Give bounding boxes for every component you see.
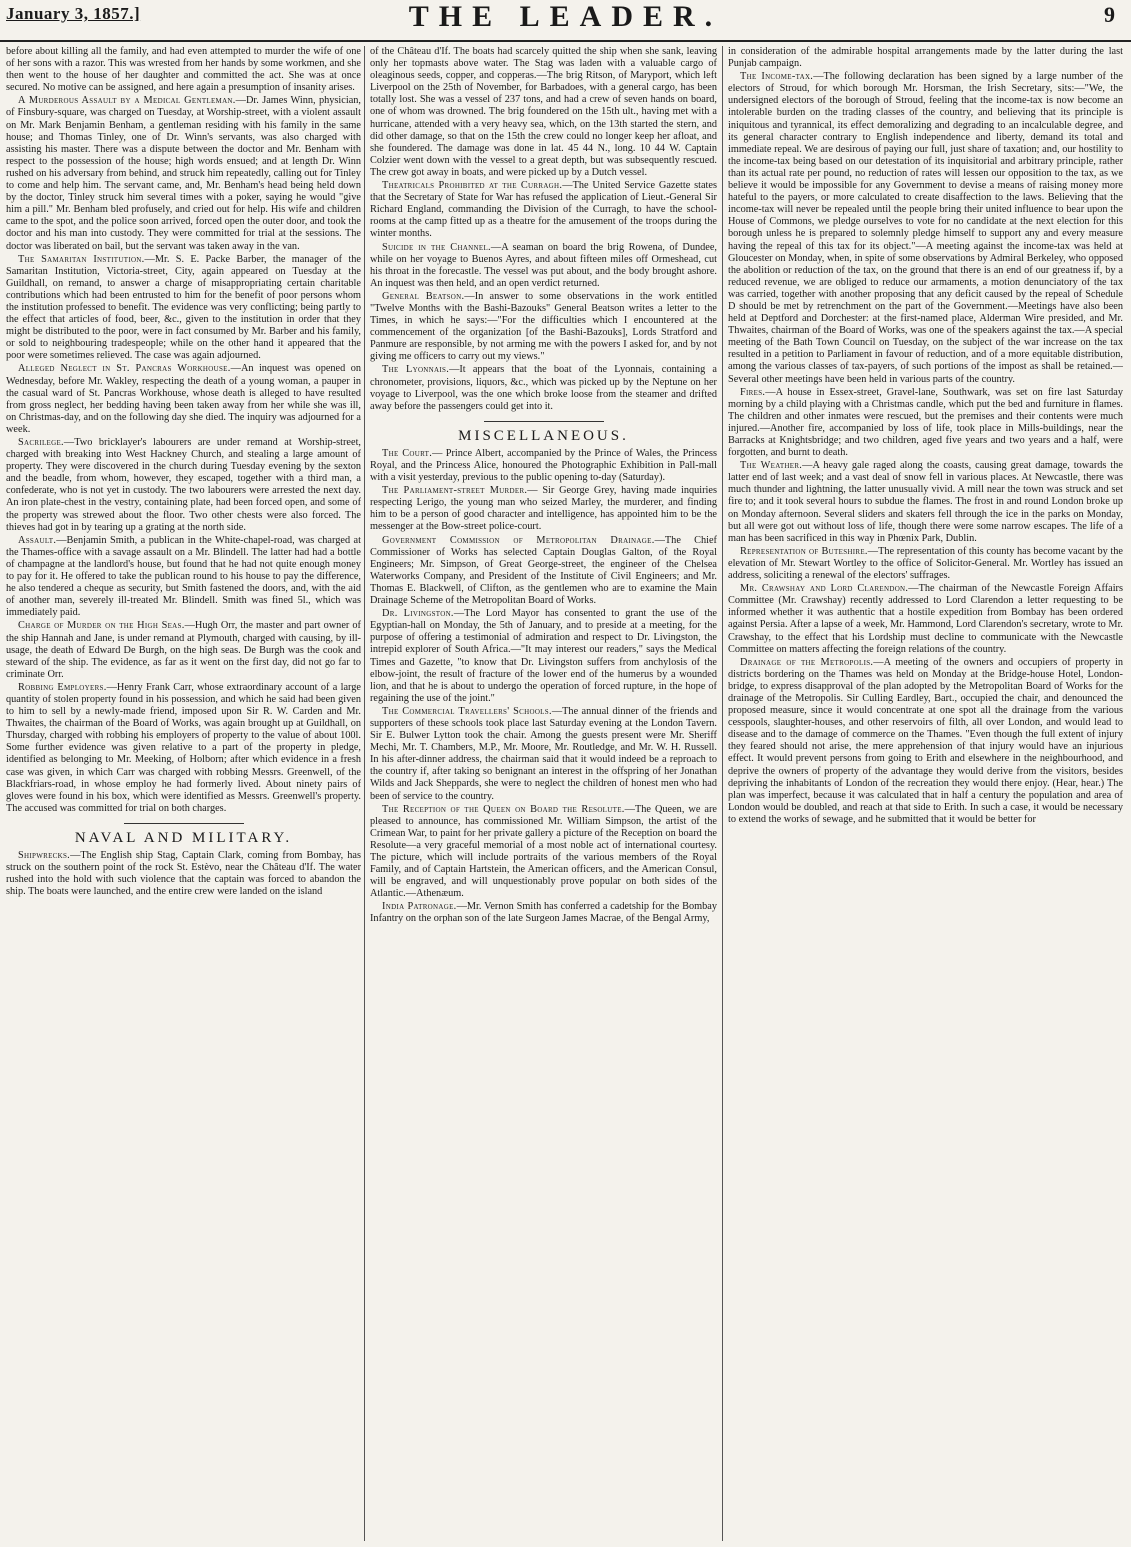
column-2	[370, 46, 717, 1541]
article-paragraph	[6, 46, 361, 94]
article-headline: Sacrilege.	[18, 437, 64, 448]
article-paragraph	[370, 535, 717, 608]
article-paragraph	[370, 804, 717, 901]
article-headline: Robbing Employers.	[18, 681, 107, 693]
article-headline: Suicide in the Channel.	[382, 241, 491, 253]
article-paragraph	[6, 620, 361, 680]
article-headline: The Income-tax.	[740, 71, 814, 83]
column-divider-left	[364, 46, 365, 1541]
article-body: —In answer to some observations in the work entitled "Twelve Months with the Bashi-Bazouks" General Beatson writes a letter to the Times, in which he says:—"For the difficulties which I encountered at the commencement of the organization [of the Bashi-Bazouks], Lords Stratford and Panmure are responsible, by not arming me with the powers I asked for, and by not giving me officers to carry out my views."	[370, 290, 717, 363]
masthead-rule	[0, 40, 1131, 42]
article-paragraph	[728, 387, 1123, 460]
page-number: 9	[1104, 2, 1115, 27]
article-body: of the Château d'If. The boats had scarcely quitted the ship when she sank, leaving only her topmasts above water. The Stag was laden with a valuable cargo of oleaginous seeds, copper, and copperas.—The brig Ritson, of Maryport, which left Liverpool on the 25th of November, for Barbadoes, with a general cargo, has been totally lost. She was a vessel of 237 tons, and had a crew of seven hands on board, one of whom was drowned. The brig foundered on the 15th ult., having met with a hurricane, attended with a very heavy sea, which, on the 13th started the stern, and did other damage, so that on the 15th the crew could no longer keep her afloat, and she foundered. The damage was done in lat. 45 44 N., long. 10 44 W. Captain Colzier went down with the vessel to a great depth, but was subsequently rescued. The crew got away in boats, and were picked up by a Dutch vessel.	[370, 46, 717, 178]
article-body: — Prince Albert, accompanied by the Prince of Wales, the Princess Royal, and the Princess Alice, honoured the Photographic Exhibition in Pall-mall with a visit yesterday, previous to the public opening to-day (Saturday).	[370, 447, 717, 484]
masthead	[0, 0, 1131, 40]
article-body: — Sir George Grey, having made inquiries respecting Lerigo, the young man who seized Marley, the murderer, and finding him to be a person of good character and intelligence, has appointed him to be the messenger at the Bow-street police-court.	[370, 485, 717, 533]
article-paragraph	[6, 254, 361, 363]
article-body: —A meeting of the owners and occupiers of property in districts bordering on the Thames was held on Monday at the Bridge-house Hotel, London-bridge, to express disapproval of the plan adopted by the Metropolitan Board of Works for the drainage of the Metropolis. Sir Culling Eardley, Bart., occupied the chair, and denounced the proposed measure, since it would concentrate at one spot all the drainage from the various cesspools, slaughter-houses, and other reservoirs of filth, all over London, and would lead to disease and to the damage of commerce on the Thames. "Even though the full extent of injury they feared should not arise, the mere apprehension of that injury would have an injurious effect. It would prevent persons from going to Erith and elsewhere in the neighbourhood, and deprive the owners of property of the advantage they would derive from the visitors, besides depriving the inhabitants of London of the recreation they would there enjoy. (Hear, hear.) The plan was imperfect, because it was calculated that in half a century the population and area of London would be doubled, and reach at that side to Erith. In such a case, it would be necessary to extend the works of sewage, and he submitted that it would be better for	[728, 656, 1123, 825]
article-headline: Alleged Neglect in St. Pancras Workhouse.	[18, 363, 231, 375]
article-headline: General Beatson.	[382, 290, 465, 302]
article-body: before about killing all the family, and had even attempted to murder the wife of one of her sons with a razor. This was wrested from her hands by some workmen, and she then went to the house of her daughter and committed the act. She was at once secured. No motive can be assigned, and here again a presumption of insanity arises.	[6, 46, 361, 94]
article-paragraph	[6, 850, 361, 898]
article-paragraph	[370, 46, 717, 179]
article-paragraph	[370, 901, 717, 925]
article-body: in consideration of the admirable hospital arrangements made by the latter during the last Punjab campaign.	[728, 46, 1123, 70]
article-paragraph	[728, 546, 1123, 582]
section-heading: NAVAL AND MILITARY.	[74, 829, 293, 846]
article-body: —The chairman of the Newcastle Foreign Affairs Committee (Mr. Crawshay) recently addressed to Lord Clarendon a letter requesting to be informed whether it was authentic that a hostile expedition from Bombay has been ordered against Persia. After a lapse of a week, Mr. Hammond, Lord Clarendon's secretary, wrote to Mr. Crawshay, to the effect that his Lordship must decline to communicate with the Newcastle Committee on matters affecting the foreign relations of the country.	[728, 583, 1123, 655]
article-body: —A house in Essex-street, Gravel-lane, Southwark, was set on fire last Saturday morning by a child playing with a Christmas candle, which put the bed and furniture in flames. The children and other inmates were rescued, but the premises and their contents were much injured.—Another fire, accompanied by loss of life, took place in Mills-buildings, near the Barracks at Knightsbridge; and two children, aged five years and two years and a half, were forgotten, and burnt to death.	[728, 386, 1123, 459]
article-body: —A heavy gale raged along the coasts, causing great damage, towards the latter end of last week; and a vast deal of snow fell in various places. At Newcastle, there was much thunder and lightning, the latter unusually vivid. A mill near the town was struck and set fire to; and it took several hours to subdue the flames. The frost in and round London broke up on Monday afternoon. Several sliders and skaters fell through the ice in the parks on Monday, but all were got out without loss of life, though there were some narrow escapes. The life of a man has been sacrificed in this way in Phœnix Park, Dublin.	[728, 460, 1123, 544]
article-paragraph	[728, 71, 1123, 385]
article-paragraph	[728, 657, 1123, 826]
section-rule	[124, 823, 244, 824]
article-headline: Representation of Buteshire.	[740, 545, 868, 557]
article-body: —The United Service Gazette states that the Secretary of State for War has refused the application of Lieut.-General Sir Richard England, commanding the Division of the Curragh, to have the school-rooms at the camp fitted up as a theatre for the amusement of the troops during the winter months.	[370, 180, 717, 240]
column-3	[728, 46, 1123, 1541]
article-headline: A Murderous Assault by a Medical Gentleman.	[18, 95, 236, 107]
article-headline: The Parliament-street Murder.	[382, 485, 528, 497]
article-paragraph	[6, 437, 361, 534]
article-paragraph	[370, 291, 717, 364]
article-headline: India Patronage.	[382, 901, 457, 913]
article-headline: The Weather.	[740, 460, 803, 472]
article-paragraph	[6, 363, 361, 436]
article-headline: Fires.	[740, 386, 766, 398]
article-body: —Mr. S. E. Packe Barber, the manager of the Samaritan Institution, Victoria-street, City, again appeared on Tuesday at the Guildhall, on remand, to answer a charge of misappropriating certain charitable contributions which had been entrusted to him for the benefit of poor persons whom the institution professed to benefit. The evidence was very conflicting; being partly to the effect that articles of food, beer, &c., given to the institution in order that they might be distributed to the poor, were in fact consumed by Mr. Barber and his family, or sold to neighbouring tradespeople; while on the other hand it appeared that the poor were sometimes relieved. The case was again adjourned.	[6, 253, 361, 362]
article-headline: The Samaritan Institution.	[18, 253, 145, 265]
article-body: —Two bricklayer's labourers are under remand at Worship-street, charged with breaking into West Hackney Church, and stealing a large amount of property. They were discovered in the church during Tuesday evening by the sexton and the beadle, from whom, however, they escaped, together with a third man, a confederate, who is not yet in custody. The two labourers were arrested the next day. An iron plate-chest in the vestry, containing plate, had been forced open, and some of the property was strewed about the floor. Two other chests were also forced. The thieves had got in by tearing up a grating at the north side.	[6, 437, 361, 533]
article-body: —The English ship Stag, Captain Clark, coming from Bombay, has struck on the southern point of the rock St. Estèvo, near the Château d'If. The water rushed into the hold with such violence that the captain was forced to abandon the ship. The boats were launched, and the entire crew were landed on the island	[6, 850, 361, 898]
article-body: —The Lord Mayor has consented to grant the use of the Egyptian-hall on Monday, the 5th of January, and to preside at a meeting, for the purpose of offering a testimonial of admiration and respect to Dr. Livingston, the intrepid explorer of South Africa.—"It may interest our readers," says the Medical Times and Gazette, "to know that Dr. Livingston suffers from anchylosis of the elbow-joint, the result of fracture of the lower end of the humerus by a wounded lion, and that he is about to undergo the operation of forced rupture, in the hope of regaining the use of the joint."	[370, 608, 717, 704]
article-paragraph	[6, 95, 361, 252]
article-headline: The Lyonnais.	[382, 364, 450, 376]
article-paragraph	[370, 608, 717, 705]
article-body: —The Queen, we are pleased to announce, has commissioned Mr. William Simpson, the artist of the Crimean War, to paint for her private gallery a picture of the Reception on board the Resolute—a very graceful memorial of a most noble act of international courtesy. The picture, which will include portraits of the various members of the Royal Family, and of Captain Hartstein, the American officers, and the American Consul, will be engraved, and will unquestionably prove popular on both sides of the Atlantic.—Athenæum.	[370, 803, 717, 900]
article-headline: The Commercial Travellers' Schools.	[382, 705, 552, 717]
article-headline: The Court.	[382, 447, 433, 459]
article-paragraph	[370, 364, 717, 412]
article-body: —An inquest was opened on Wednesday, before Mr. Wakley, respecting the death of a young woman, a pauper in the casual ward of St. Pancras Workhouse, whose death is alleged to have resulted from gross neglect, her bedding having been taken away from her while she was ill, on Christmas-day, and on the following day she died. The inquiry was adjourned for a week.	[6, 363, 361, 435]
article-body: —The Chief Commissioner of Works has selected Captain Douglas Galton, of the Royal Engineers; Mr. Simpson, of Great George-street, the engineer of the Chelsea Waterworks Company, and President of the Institute of Civil Engineers; and Mr. Thomas E. Blackwell, of Clifton, as the gentlemen who are to examine the Main Drainage Scheme of the Metropolitan Board of Works.	[370, 534, 717, 607]
article-paragraph	[370, 448, 717, 484]
article-headline: The Reception of the Queen on Board the Resolute.	[382, 803, 625, 815]
article-body: —Mr. Vernon Smith has conferred a cadetship for the Bombay Infantry on the orphan son of the late Surgeon James Macrae, of the Bengal Army,	[370, 901, 717, 925]
article-headline: Mr. Crawshay and Lord Clarendon.	[740, 583, 909, 595]
article-body: —A seaman on board the brig Rowena, of Dundee, while on her voyage to Buenos Ayres, and about fifteen miles off Ormeshead, cut his throat in the forecastle. The vessel was put about, and the body brought ashore. An inquest was then held, and an open verdict returned.	[370, 241, 717, 289]
article-headline: Drainage of the Metropolis.	[740, 656, 874, 668]
issue-date: January 3, 1857.]	[6, 4, 141, 23]
article-paragraph	[6, 682, 361, 815]
article-paragraph	[728, 460, 1123, 545]
article-body: —Dr. James Winn, physician, of Finsbury-square, was charged on Tuesday, at Worship-street, with a violent assault on Mr. Mark Benjamin Benham, a gentleman residing with his family in the same house; and Thomas Tinley, one of Dr. Winn's servants, was also charged with assisting his master. There was a dispute between the doctor and Mr. Benham with respect to the possession of the house; high words ensued; and at length Dr. Winn rushed on his adversary from behind, and struck him repeatedly, calling out for Tinley to come and help him. The servant came, and, Mr. Benham's head being held down by the doctor, Tinley struck him several times with a poker, saying he would "give him a pill." Mr. Benham bled profusely, and cried out for help. His wife and children came to the spot, and the police soon arrived, forced open the outer door, and took the doctor and his man into custody. They were committed for trial at the sessions. The doctor was liberated on bail, but the servant was taken away in the van.	[6, 95, 361, 252]
article-paragraph	[370, 180, 717, 240]
newspaper-title: THE LEADER.	[408, 0, 723, 33]
column-divider-right	[722, 46, 723, 1541]
article-headline: Theatricals Prohibited at the Curragh.	[382, 180, 563, 192]
article-headline: Shipwrecks.	[18, 850, 71, 861]
article-paragraph	[370, 485, 717, 533]
article-body: —The following declaration has been signed by a large number of the electors of Stroud, for which borough Mr. Horsman, the Irish Secretary, sits:—"We, the undersigned electors of the borough of Stroud, feeling that the income-tax is now become an intolerable burden on the trading classes of the country, and believing that its principle is iniquitous and tyrannical, its effect demoralizing and degrading to an incalculable degree, and its general character contrary to English independence and liberty, demand its total and immediate repeal. We are desirous of paying our full, just share of taxation; and, our hostility to the income-tax being based on our detestation of its inquisitorial and arbitrary principle, rather than its actual rate per pound, no reduction of rates will lessen our opposition to the tax, as we believe it would be impossible for any Government to devise a means of raising money more hateful to the payers, or more calculated to create disaffection to the laws. Believing that the income-tax will never be repealed until the people bring their united influence to bear upon the House of Commons, we pledge ourselves to vote for no candidate at the next election for this borough unless he is prepared to solemnly pledge himself to support any and every measure having the repeal of this tax for its object."—A meeting against the income-tax was held at Gloucester on Monday, when, in spite of some observations by Admiral Berkeley, who opposed the abolition or reduction of the tax, on the ground that there is an end of our greatness if, by a reduced revenue, we are obliged to reduce our armaments, a motion denunciatory of the tax was carried, together with another proposing that any deficit caused by the repeal of Schedule D should be met by retrenchment on the part of the Government.—Meetings have also been held at Deptford and Dorchester: at the first-named place, Alderman Wire presided, and Mr. Thwaites, chairman of the Board of Works, was one of the speakers against the tax.—A special meeting of the Bath Town Council on Tuesday, on the subject of the war increase on the tax resulted in a petition to Parliament in favour of reduction, and of a more equitable distribution, among the various classes of tax-payers, of such portions of the impost as shall be retained.—Several other meetings have been held in various parts of the country.	[728, 71, 1123, 385]
article-body: —The annual dinner of the friends and supporters of these schools took place last Saturday evening at the London Tavern. Sir E. Bulwer Lytton took the chair. Among the guests present were Mr. Sheriff Mechi, Mr. T. Chambers, M.P., Mr. Moore, Mr. Routledge, and Mr. W. H. Russell. In his after-dinner address, the chairman said that it would indeed be a reproach to the country if, after taking so benignant an interest in the offspring of her Jonathan Wilds and Jack Sheppards, she were to neglect the children of honest men who had been of service to the country.	[370, 705, 717, 802]
column-1	[6, 46, 361, 1541]
article-body: —Benjamin Smith, a publican in the White-chapel-road, was charged at the Thames-office with a savage assault on a Mr. Blindell. The latter had had a bottle of champagne at the landlord's house, but found that he had not quite enough money to pay for it. He offered to take the publican round to his house to pay the difference, he also tendered a cheque as security, but Smith fastened the doors, and, with the aid of another man, severely ill-treated Mr. Blindell. Smith was fined 5l., which was immediately paid.	[6, 534, 361, 619]
article-body: —The representation of this county has become vacant by the elevation of Mr. Stewart Wortley to the office of Solicitor-General. Mr. Wortley has issued an address, soliciting a renewal of the electors' suffrages.	[728, 545, 1123, 582]
article-paragraph	[728, 46, 1123, 70]
section-rule	[484, 421, 604, 422]
article-headline: Dr. Livingston.	[382, 608, 454, 620]
article-headline: Government Commission of Metropolitan Drainage.	[382, 534, 655, 546]
article-paragraph	[370, 706, 717, 803]
article-paragraph	[6, 535, 361, 620]
article-paragraph	[370, 242, 717, 290]
section-heading: MISCELLANEOUS.	[458, 427, 629, 444]
article-headline: Charge of Murder on the High Seas.	[18, 620, 185, 632]
article-body: —Hugh Orr, the master and part owner of the ship Hannah and Jane, is under remand at Plymouth, charged with causing, by ill-usage, the death of Edward De Burgh, on the high seas. De Burgh was the cook and steward of the ship. The evidence, as far as it went on the first day, did not go far to criminate Orr.	[6, 620, 361, 680]
article-headline: Assault.	[18, 534, 57, 546]
article-body: —It appears that the boat of the Lyonnais, containing a chronometer, provisions, liquors, &c., which was picked up by the Neptune on her voyage to Liverpool, was the one which broke loose from the steamer and drifted away before the passengers could get into it.	[370, 364, 717, 412]
article-body: —Henry Frank Carr, whose extraordinary account of a large quantity of stolen property found in his possession, and which he said had been given to him to sell by a newly-made friend, imposed upon Sir R. W. Carden and Mr. Thwaites, the chairman of the Board of Works, was again brought up at Guildhall, on Thursday, charged with robbing his employers of property to the value of about 100l. Some further evidence was given relative to a part of the property in pledge, identified as belonging to Mr. Meeking, of Holborn; after which evidence in a fresh case was given, in which Carr was charged with robbing Messrs. Greenwell, of the Blackfriars-road, in whose employ he had formerly lived. About ninety pairs of gloves were found in his box, which were identified as Messrs. Greenwell's property. The accused was committed for trial on both charges.	[6, 681, 361, 814]
article-paragraph	[728, 583, 1123, 656]
